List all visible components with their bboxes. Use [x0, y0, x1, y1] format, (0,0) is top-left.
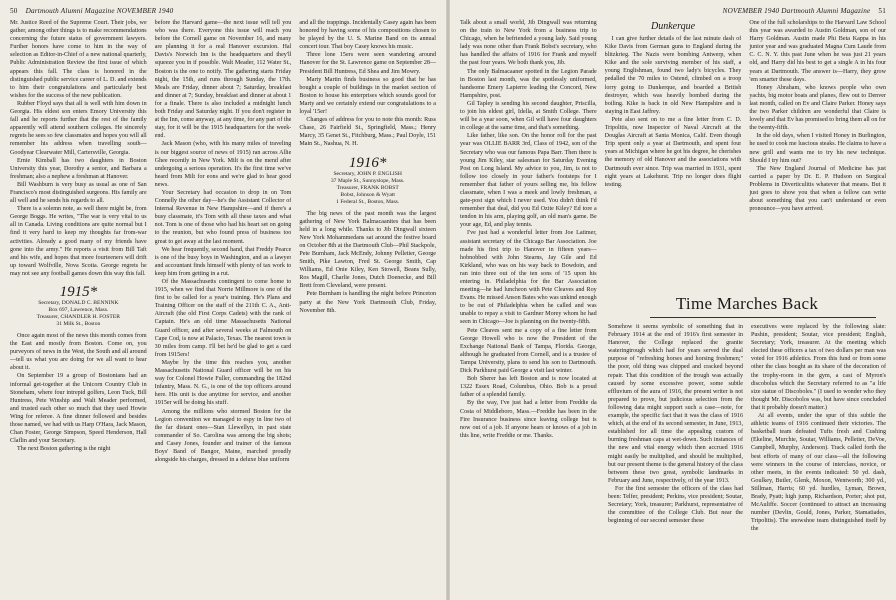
right-page-number: 51 [878, 7, 886, 15]
paragraph: I've just had a wonderful letter from Joe Latimer, assistant secretary of the Chicago Bar Association. Joe made his first trip to Hanover in fifteen years—hobnobbed with John Stearns, Jay Gile and Ed Kirkland, who was on his way back to Bowdoin, and ran into three out of the ten sons of '15 upon his entering in. Philadelphia for the Bar Association meeting—he had luncheon with Pete Cleaves and Roy Evans. He missed Anson Bates who was unkind enough to be out of Philadelphia when he called and was unable to repay a visit to Gardner Morey whom he had seen in Chicago—Joe is planning on the twenty-fifth. [460, 230, 597, 326]
paragraph: On September 19 a group of Bostonians had an informal get-together at the Unicorn Country Club in Stoneham, where four intrepid golfers, Leon Tuck, Bill Huntress, Pete Winship and Walt Meader performed, and trusted each other so much that they used Howie Wing for referee. A fine dinner followed and besides those named, we had with us Harp O'Hara, Jack Mason, Chan Foster, George Simpson, Speed Henderson, Hall Claflin and your Secretary. [10, 373, 147, 445]
right-column-2 [605, 19, 742, 287]
paragraph: executives were replaced by the following slate: Pushin, president; Soutar, vice president; English, Secretary; York, treasurer. At the meeting which elected these officers a tax of two dollars per man was voted for 1916 athletics. From this fund or from some other the class bought as its share of the decoration of the trophy-room in the gym, a cast of Myron's discobolus which the Secretary referred to as "a life size statue of Discoboles." (I used to wonder who they thought Mr. Discobolos was, but have since concluded that it probably doesn't matter.) [751, 324, 886, 411]
section-title-time-marches-back: Time Marches Back [675, 294, 819, 313]
class-secretary-address: 37 Maple St., Sunnyslope, Mass. [330, 177, 405, 184]
paragraph: and all the trappings. Incidentally Casey again has been honored by having some of his compositions chosen to be played by the U. S. Marine Band on its annual concert tour. That boy Casey knows his music. [299, 20, 437, 51]
paragraph: The only Balmacaaner spotted in the Legion Parade in Boston last month, was the spotlessly uniformed, handsome Emery Lapierre leading the Concord, New Hampshire, post. [460, 68, 597, 99]
paragraph: Ernie Kimball has two daughters in Boston University this year, Dorothy a senior, and Barbara a freshman; also a nephew a freshman at Hanover. [10, 157, 147, 180]
left-page-running-title: Dartmouth Alumni Magazine NOVEMBER 1940 [25, 7, 174, 15]
paragraph: One of the full scholarships to the Harvard Law School this year was awarded to Austin Goldman, son of our Harry Goldman. Austin made Phi Beta Kappa in his junior year and was graduated Magna Cum Laude from C. C. N. Y. this past June when he was just 21 years old, and Harry did his best to get a single A in his four years at Dartmouth. The answer is—Harry, they grow 'em smarter these days. [749, 20, 887, 83]
section-title-dunkerque: Dunkerque [650, 21, 696, 32]
class-year: 1916* [348, 154, 387, 171]
left-page-header [10, 7, 173, 15]
paragraph: Talk about a small world, Jib Dingwall was returning on the train to New York from a business trip to Chicago, when he befriended a young lady. Said young lady was none other than Frank Bobst's secretary, who has handled the affairs of 1916 for Frank and myself the past four years. We both thank you, Jib. [460, 20, 597, 67]
paragraph: Like father, like son. On the honor roll for the past year was OLLIE BARR 3rd, Class of 1942, son of the Secretary who was our famous Papa Barr. Then there is young Jim Kiley, star salesman for Saturday Evening Post on Long Island. My advice to you, Jim, is not to follow too closely in your father's footsteps for I remember that father of yours selling me, his fellow classmate, when I was a meek and lowly freshman, a gate-post sign which I never used. You didn't think I'd remember that deal, did you Ed Ozite Kiley? Ed tore a tendon in his arm, playing golf, an old man's game. Be your age, Ed, and play tennis. [460, 133, 597, 229]
class-secretary: Secretary, JOHN P. ENGLISH [333, 170, 402, 177]
class-treasurer: Treasurer, CHANDLER H. FOSTER [36, 314, 120, 320]
paragraph: Pete also sent on to me a fine letter from C. D. Tripolitis, now Inspector of Naval Aircraft at the Douglas Aircraft at Santa Monica, Calif. Even though Trip spent only a year at Dartmouth, and spent four years at Michigan where he got his degree, he cherishes the memory of old Hanover and the associations with Dartmouth ever since. Trip was married in 1931, spent eight years at Lakehurst. Trip no longer does flight testing. [604, 116, 742, 188]
tmb-column-1 [608, 323, 743, 598]
paragraph: We hear frequently, second hand, that Freddy Pearce is one of the busy boys in Washington, and as a lawyer and accountant finds himself with plenty of tax work to keep him from getting in a rut. [154, 246, 292, 277]
paragraph: Maybe by the time this reaches you, another Massachusetts National Guard officer will be on his way for Colonel Howie Fuller, commanding the 182nd Infantry, Mass. N. G., is one of the top officers around here. His unit is due anytime for service, and another 1915er will be doing his stuff. [154, 359, 292, 407]
paragraph: At all events, under the spur of this subtle the athletic teams of 1916 continued their victories. The basketball team defeated Tufts fresh and Cushing (Ekeline, Murchie, Soutar, Williams, Pelletier, DeVoe, Campbell, Murphy, Anderson). Track called forth the best efforts of many of our class—all the following were winners in the course of interclass, novice, or other meets, in the events indicated: 50 yd. dash, Goulkey, Butler, Glenk, Moxon, Wentworth; 300 yd., Stillman, Harris; 60 yd. hurdles, Lyman, Brown, Brady, Pyatt; high jump, Richardson, Porter; shot put, McAuliffe. Soccer (continued to attract an increasing number (Devlin, Gould, Jones, Parker, Stamatiades, Tripolitis). The snowshoe team distinguished itself by the [751, 413, 886, 533]
paragraph: Among the millions who stormed Boston for the Legion convention we managed to espy in line two of the far distant ones—Stan Llewellyn, in past state commander of So. Carolina was among the big shots; and Casey Jones, founder and trainer of the famous Boys' Band of Bangor, Maine, marched proudly alongside his charges, dressed in a deluxe blue uniform [154, 408, 292, 464]
class-treasurer-address: 31 Milk St., Boston [56, 321, 101, 327]
paragraph: In the old days, when I visited Honey in Burlington, he used to cook me luscious steaks. He claims to have a new grill and wants me to try his new technique. Should I try him out? [749, 133, 887, 164]
paragraph: I can give further details of the last minute dash of Kike Davis from German guns to England during the blitzkrieg. The Nazis were bombing Antwerp, when Kike and the sole surviving member of his staff, a young Englishman, found two lady's bicycles. They pedalled the 70 miles to Ostend, climbed on a troop lorry going to Dunkerque, and boarded a British destroyer, which was heavily bombed during the boiling. Kike is back in old New Hampshire and is staying in East Jaffrey. [604, 36, 742, 115]
paragraph: Three lone 15ers were seen wandering around Hanover for the St. Lawrence game on September 28—President Bill Huntress, Ed Shea and Jim Mowry. [299, 52, 437, 75]
class-secretary-address: Box 697, Lawrence, Mass. [48, 307, 109, 313]
left-page-columns [10, 19, 436, 598]
right-column-1 [460, 19, 597, 592]
title-rule [650, 317, 876, 318]
tmb-column-2 [751, 323, 886, 598]
left-page-number: 50 [10, 7, 18, 15]
paragraph: Once again most of the news this month comes from the East and mostly from Boston. Come on, you purveyors of news in the West, the South and all around—tell us what you are doing for we all want to hear about it. [10, 333, 147, 372]
paragraph: before the Harvard game—the next issue will tell you who was there. Everyone this issue will reach you before the Cornell game on November 16, and many are planning it for a real Hanover excursion. Hal Davis's Norwich Inn is the headquarters and they'll squeeze you in if possible. Walt Meader, 112 Water St., Boston is the one to notify. The gathering starts Friday night, the 15th, and runs through Sunday, the 17th. Meals are Friday, dinner about 7; Saturday, breakfast and dinner at 7; Sunday, breakfast and dinner at about 1 for a finale. There is also included a midnight lunch both Friday and Saturday night. If you don't register in at the Inn, come anyway, at any time, for any part of the stay, for it will be the 1915 headquarters for the week-end. [154, 20, 292, 140]
paragraph: Rubber Floyd says that all is well with him down in Georgia. His eldest son enters Emory University this fall and he reports further that the rest of the family apparently will attend southern colleges. He sincerely regrets he sees so few classmates and hopes you will all remember his address when travelling south—Goodyear Clearwater Mill, Cartersville, Georgia. [10, 100, 147, 156]
class-year: 1915* [59, 284, 98, 300]
paragraph: Somehow it seems symbolic of something that in February 1914 at the end of 1916's first semester in Hanover, the College replaced the granite wateringtrough which had for years served the dual purpose of "refreshing horses and horsing freshmen;" the poor, old thing was chipped and cracked beyond repair. That this condition of the trough was actually caused by some excessive power, some subtle effluvium of the aura of 1916, the present writer is not prepared to prove, but judicious selection from the following data might support such a case—note, for example, the specific fact that it was the class of 1916 which, at the end of its second semester, in June, 1913, established for all time the appealing custom of burning freshman caps at wet-down. Such instances of the new and vital energy which then accrued 1916 might easily be multiplied, and should be multiplied, but our present theme is the general history of the class between these two great, symbolic landmarks in February and June, respectively, of the year 1913. [608, 324, 743, 484]
paragraph: For the first semester the officers of the class had been: Telfer, president; Perkins, vice president; Soutar, Secretary; York, treasurer; Parkhurst, representative of the committee of the College Club. But near the beginning of our second semester these [608, 485, 743, 525]
time-marches-back-columns [608, 323, 886, 598]
left-page [0, 0, 446, 600]
left-column-1 [10, 19, 147, 598]
paragraph: Mr. Justice Reed of the Supreme Court. Their jobs, we gather, among other things is to make recommendations concerning the future status of government lawyers. Further honors have come to him in the way of selection as Editor-in-Chief of a new national quarterly, Public Administration Review the first issue of which appears this fall. The class is honored in the distinguished public service career of L. D. and extends to him their congratulations and particularly best wishes for the success of the new publication. [10, 20, 147, 99]
paragraph: By the way, I've just had a letter from Freddie da Costa of Middleboro, Mass.—Freddie has been in the Fire Insurance business since leaving college but is now out of a job. If anyone hears or knows of a job in this line, write Freddie or me. Thanks. [460, 400, 597, 439]
paragraph: The next Boston gathering is the night [17, 446, 111, 453]
paragraph: Your Secretary had occasion to drop in on Tom Connelly the other day—he's the Assistant Collector of Internal Revenue in New Hampshire—and if there's a busy classmate, it's Tom with all these taxes and what not. Tom is one of those who had his heart set on going to the reunion, but who found press of business too great to get away at the last moment. [154, 189, 292, 245]
right-page [450, 0, 896, 600]
paragraph: Honey Abraham, who knows people who own yachts, big motor boats and planes, flew out to Denver last month, called on Ev and Claire Parker. Honey says the two Parker children are wonderful that Claire is lovely and that Ev has promised to bring them all on for the twenty-fifth. [749, 84, 887, 132]
paragraph: Changes of address for you to note this month: Russ Chase, 26 Fairfield St., Springfield, Mass.; Henry Marcy, 35 Genet St., Fitchburg, Mass.; Paul Doyle, 151 Main St., Nashua, N. H. [299, 117, 437, 148]
right-page-running-title: NOVEMBER 1940 Dartmouth Alumni Magazine [722, 7, 871, 15]
paragraph: Of the Massachusetts contingent to come home to 1915, when we find that Norrie Millmore is one of the first to be called for a year's training. He's Plans and Training Officer on the staff of the 211th C. A., Anti-Aircraft (the old First Corps Cadets) with the rank of Captain. He's an old time Massachusetts National Guard officer, and after several weeks at Falmouth on Cape Cod, is now at Palacio, Texas. The nearest town is 30 miles from camp. I'll bet he'd be glad to get a card from 1915ers! [154, 279, 292, 358]
paragraph: Gil Tapley is sending his second daughter, Priscilla, to join his eldest girl, Idella, at Smith College. There will be a year soon, when Gil will have four daughters in college at the same time, and that's something. [460, 100, 597, 132]
class-heading-1915 [10, 284, 147, 328]
class-heading-1916 [299, 155, 436, 206]
paragraph: The New England Journal of Medicine has just carried a paper by Dr. E. P. Hudson on Surgical Problems in Diverticulitis whatever that means. But it just goes to show you that when a fellow can write about something that you can't understand or even pronounce—you have arrived. [749, 165, 887, 213]
right-page-header [723, 7, 886, 15]
paragraph: The big news of the past month was the largest gathering of New York Balmacaanites that has been held in a long while. Thanks to Jib Dingwall sixteen New York Mohammedans sat around the festive board on October 8th at the Dartmouth Club—Phil Stackpole, Pete Burnham, Jack McEndy, Johnny Pelletier, George Smith, Pike Lawton, Fred St. George Smith, Cap Williams, Ed Onie Kiley, Ken Stowell, Beans Sully, Ros Magill, Charlie Jones, Dutch Doenecke, and Bill Brett from Cleveland, were present. [299, 210, 437, 290]
paragraph: Pete Cleaves sent me a copy of a fine letter from George Howell who is now the President of the Exchange National Bank of Tampa, Florida. George, although he graduated from Cornell, and is a trustee of Tampa University, plans to send his son to Dartmouth. Dick Parkhurst paid George a visit last winter. [460, 327, 597, 375]
class-treasurer-address-2: 1 Federal St., Boston, Mass. [336, 198, 400, 205]
paragraph: There is a solemn note, as well there might be, from George Boggs. He writes, "The war is very vital to us all in Canada. Living conditions are quite normal but I find it very hard to keep my thoughts far from-war activities. Already a good many of my friends have gone into the army." He reports a visit from Bill Taft and his wife, and hopes that more fourteeners will drift up toward Wolfville, Nova Scotia. George regrets he may not see any football games down this way this fall. [10, 206, 147, 277]
left-column-2 [155, 19, 292, 598]
paragraph: Jack Mason (who, with his many miles of traveling is our biggest source of news of 1915) ran across Allie Ghee recently in New York. Milt is on the mend after undergoing a serious operation. It's the first time we've heard from Milt for eons and we're glad to hear good news. [154, 141, 292, 188]
class-treasurer: Treasurer, FRANK BOBST [336, 184, 399, 191]
paragraph: Bill Washburn is very busy as usual as one of San Francisco's most distinguished surgeons. His family are all well and he sends his regards to all. [10, 181, 147, 205]
class-treasurer-address: Bobst, Johnson & Wyatt [340, 191, 395, 198]
paragraph: Marty Martin finds business so good that he has bought a couple of buildings in the market section of Boston to house his enterprises which sounds good for Marty and we certainly extend our congratulations to a loyal '15er! [299, 76, 437, 116]
class-secretary: Secretary, DONALD C. BENNINK [38, 300, 119, 306]
paragraph: Bob Sherer has left Boston and is now located at 1322 Essex Road, Columbus, Ohio. Bob is a proud father of a splendid family. [460, 376, 597, 399]
paragraph: Pete Burnham is handling the night before Princeton party at the New York Dartmouth Club, Friday, November 8th. [299, 291, 437, 314]
left-column-3 [299, 19, 436, 598]
right-column-3 [749, 19, 886, 287]
